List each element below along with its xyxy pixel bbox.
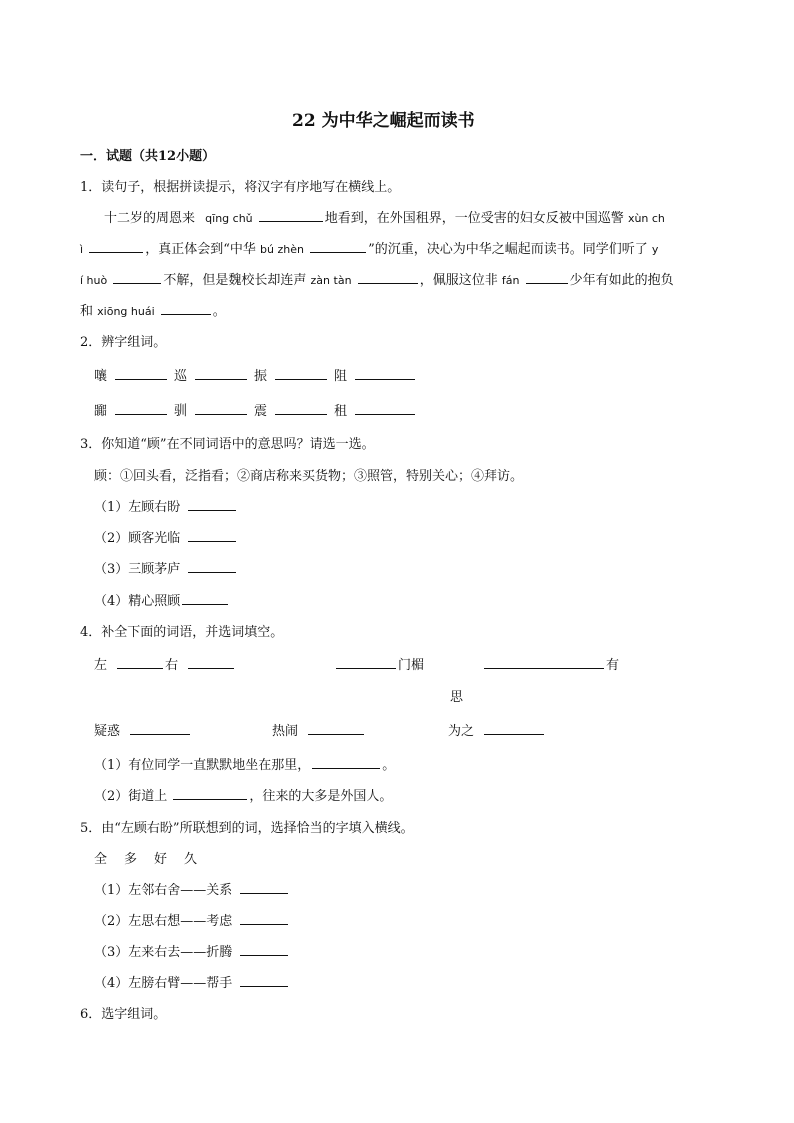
answer-blank[interactable]: [117, 656, 163, 669]
q3-definitions: 顾：①回头看，泛指看；②商店称来买货物；③照管，特别关心；④拜访。: [94, 469, 524, 484]
q2-stem: 2．辨字组词。: [80, 335, 167, 350]
char-label: 驯: [174, 404, 188, 419]
answer-blank[interactable]: [240, 881, 288, 894]
q5-item: [94, 879, 290, 898]
q5-item-text: （1）左邻右舍——关系: [94, 883, 233, 898]
pinyin-hint: bú zhèn: [260, 243, 304, 256]
answer-blank[interactable]: [188, 656, 234, 669]
q1-text: 和: [80, 304, 94, 319]
char-label: 嚻: [94, 404, 108, 419]
q1-line1: [104, 207, 665, 226]
q3-item-text: （3）三顾茅庐: [94, 562, 181, 577]
char-label: 嚷: [94, 369, 108, 384]
q1-text: 。: [212, 304, 226, 319]
q1-text: 不解，但是魏校长却连声: [163, 273, 307, 288]
pinyin-hint: y: [651, 243, 659, 256]
char-label: 震: [254, 404, 268, 419]
page-title: 22 为中华之崛起而读书: [292, 111, 475, 131]
q1-text: ，佩服这位非: [419, 273, 498, 288]
q5-item-text: （4）左膀右臂——帮手: [94, 976, 233, 991]
pinyin-hint: í huò: [80, 274, 108, 287]
q4-stem: 4．补全下面的词语，并选词填空。: [80, 625, 284, 640]
q1-text: 少年有如此的抱负: [569, 273, 674, 288]
q3-item: [94, 496, 238, 515]
q5-item-text: （2）左思右想——考虑: [94, 914, 233, 929]
word-part: 门楣: [398, 658, 425, 673]
q1-text: ”的沉重，决心为中华之崛起而读书。同学们听了: [368, 242, 648, 257]
q5-item-text: （3）左来右去——折腾: [94, 945, 233, 960]
q4-word-wrap: 思: [450, 690, 464, 705]
q1-stem: 1．读句子，根据拼读提示，将汉字有序地写在横线上。: [80, 180, 401, 195]
q1-text: 十二岁的周恩来: [104, 211, 196, 226]
answer-blank[interactable]: [484, 722, 544, 735]
answer-blank[interactable]: [275, 367, 327, 380]
q2-row2: [94, 400, 434, 418]
char-label: 振: [254, 369, 268, 384]
q4-word: [334, 654, 424, 673]
q5-stem: 5．由“左顾右盼”所联想到的词，选择恰当的字填入横线。: [80, 821, 414, 836]
answer-blank[interactable]: [310, 240, 366, 253]
q1-line3: [80, 269, 674, 288]
word-part: 热闹: [272, 724, 299, 739]
answer-blank[interactable]: [358, 271, 418, 284]
q5-item: [94, 910, 290, 929]
answer-blank[interactable]: [182, 592, 228, 605]
q1-text: ，真正体会到“中华: [145, 242, 256, 257]
q4-word: [94, 720, 192, 739]
q3-item: [94, 527, 238, 546]
q3-item-text: （4）精心照顾: [94, 594, 181, 609]
answer-blank[interactable]: [115, 402, 167, 415]
q3-item-text: （2）顾客光临: [94, 531, 181, 546]
sentence-text: （1）有位同学一直默默地坐在那里，: [94, 758, 311, 773]
sentence-text: （2）街道上: [94, 789, 168, 804]
q4-sentence: [94, 754, 395, 773]
q5-choices: 全 多 好 久: [94, 852, 200, 867]
answer-blank[interactable]: [195, 367, 247, 380]
q3-item-text: （1）左顾右盼: [94, 500, 181, 515]
pinyin-hint: zàn tàn: [310, 274, 352, 287]
char-label: 租: [334, 404, 348, 419]
answer-blank[interactable]: [113, 271, 161, 284]
q4-word: [94, 654, 236, 673]
answer-blank[interactable]: [484, 656, 604, 669]
word-part: 左: [94, 658, 108, 673]
sentence-text: ，往来的大多是外国人。: [249, 789, 393, 804]
q5-item: [94, 941, 290, 960]
answer-blank[interactable]: [115, 367, 167, 380]
q3-stem: 3．你知道“顾”在不同词语中的意思吗？请选一选。: [80, 437, 375, 452]
answer-blank[interactable]: [308, 722, 364, 735]
q1-line4: [80, 300, 226, 319]
char-label: 阻: [334, 369, 348, 384]
pinyin-hint: xùn ch: [627, 212, 665, 225]
answer-blank[interactable]: [195, 402, 247, 415]
answer-blank[interactable]: [526, 271, 568, 284]
q1-line2: [80, 238, 658, 257]
answer-blank[interactable]: [188, 529, 236, 542]
answer-blank[interactable]: [275, 402, 327, 415]
answer-blank[interactable]: [336, 656, 396, 669]
q5-item: [94, 972, 290, 991]
q4-word: [482, 654, 619, 673]
pinyin-hint: qīng chǔ: [205, 212, 253, 225]
answer-blank[interactable]: [355, 402, 415, 415]
word-part: 疑惑: [94, 724, 121, 739]
q2-row1: [94, 365, 434, 383]
answer-blank[interactable]: [312, 756, 380, 769]
pinyin-hint: ì: [80, 243, 84, 256]
q3-item: [94, 558, 238, 577]
answer-blank[interactable]: [259, 209, 323, 222]
answer-blank[interactable]: [240, 943, 288, 956]
answer-blank[interactable]: [240, 974, 288, 987]
answer-blank[interactable]: [188, 560, 236, 573]
q4-sentence: [94, 785, 392, 804]
char-label: 巡: [174, 369, 188, 384]
answer-blank[interactable]: [240, 912, 288, 925]
answer-blank[interactable]: [173, 787, 247, 800]
answer-blank[interactable]: [355, 367, 415, 380]
word-part: 为之: [448, 724, 475, 739]
sentence-text: 。: [382, 758, 396, 773]
answer-blank[interactable]: [89, 240, 143, 253]
answer-blank[interactable]: [188, 498, 236, 511]
q6-stem: 6．选字组词。: [80, 1007, 167, 1022]
pinyin-hint: fán: [501, 274, 520, 287]
answer-blank[interactable]: [130, 722, 190, 735]
pinyin-hint: xiōng huái: [97, 305, 155, 318]
word-part: 右: [165, 658, 179, 673]
q4-word: [272, 720, 366, 739]
q3-item: [94, 590, 230, 609]
q1-text: 地看到，在外国租界，一位受害的妇女反被中国巡警: [324, 211, 624, 226]
word-part: 有: [606, 658, 620, 673]
q4-word: [448, 720, 546, 739]
answer-blank[interactable]: [161, 302, 211, 315]
section-heading: 一．试题（共12小题）: [80, 149, 216, 164]
